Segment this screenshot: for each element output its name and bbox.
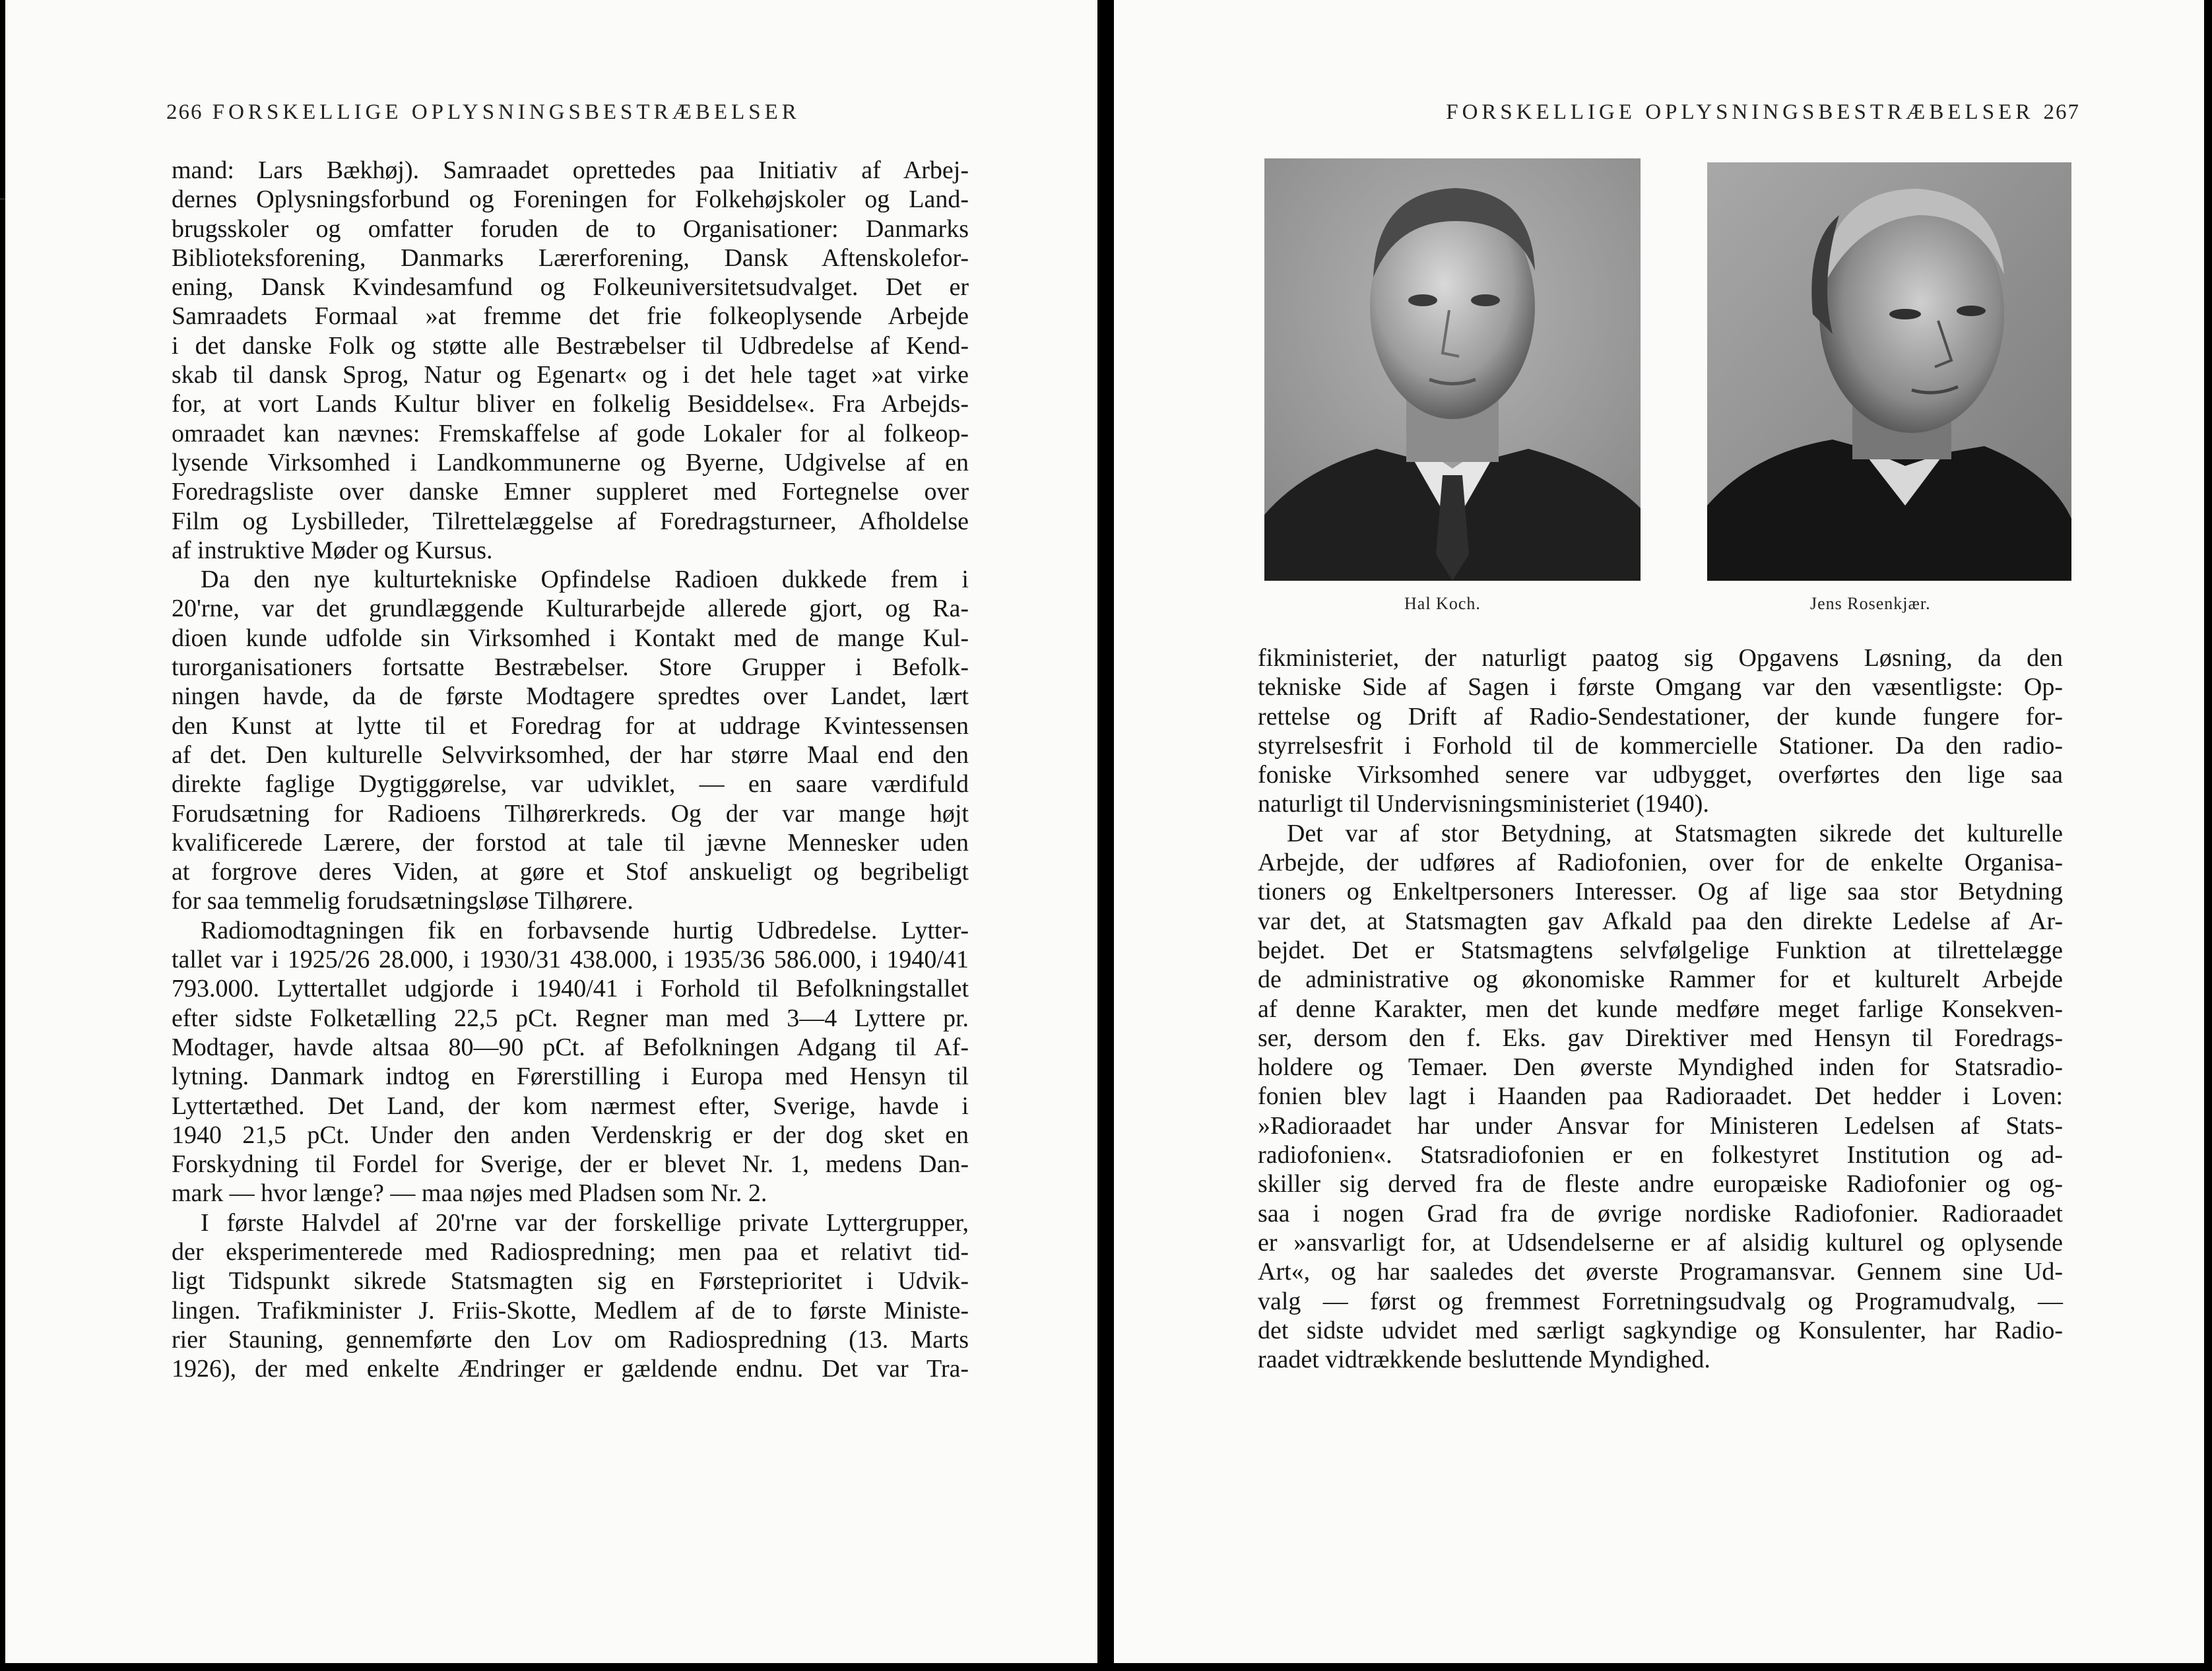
text-line: Modtager, havde altsaa 80—90 pCt. af Befolkningen Adgang til Af- — [172, 1033, 969, 1061]
text-line: af det. Den kulturelle Selvvirksomhed, der har større Maal end den — [172, 740, 969, 769]
text-line: tallet var i 1925/26 28.000, i 1930/31 438.000, i 1935/36 586.000, i 1940/41 — [172, 946, 969, 974]
caption-jens-rosenkjaer: Jens Rosenkjær. — [1810, 594, 1931, 613]
portrait-photo-jens-rosenkjaer — [1707, 162, 2071, 581]
text-line: direkte faglige Dygtiggørelse, var udviklet, — en saare værdifuld — [172, 770, 969, 799]
text-line: tekniske Side af Sagen i første Omgang var den væsentligste: Op- — [1258, 673, 2063, 702]
text-line: raadet vidtrækkende besluttende Myndighed. — [1258, 1346, 1710, 1374]
text-line: ening, Dansk Kvindesamfund og Folkeuniversitetsudvalget. Det er — [172, 273, 969, 302]
text-line: der eksperimenterede med Radiospredning; men paa et relativt tid- — [172, 1237, 969, 1266]
right-running-head: FORSKELLIGE OPLYSNINGSBESTRÆBELSER — [1446, 100, 2034, 124]
text-line: rettelse og Drift af Radio-Sendestationer, der kunde fungere for- — [1258, 702, 2063, 731]
text-line: dioen kunde udfolde sin Virksomhed i Kontakt med de mange Kul- — [172, 624, 969, 652]
text-line: »Radioraadet har under Ansvar for Ministeren Ledelsen af Stats- — [1258, 1111, 2063, 1140]
text-line: Forudsætning for Radioens Tilhørerkreds. Og der var mange højt — [172, 799, 969, 828]
portrait-hal-koch-image — [1264, 158, 1641, 581]
portrait-photo-hal-koch — [1264, 158, 1641, 581]
text-line: holdere og Temaer. Den øverste Myndighed inden for Statsradio- — [1258, 1053, 2063, 1082]
text-line: I første Halvdel af 20'rne var der forskellige private Lyttergrupper, — [201, 1208, 969, 1237]
left-running-head: FORSKELLIGE OPLYSNINGSBESTRÆBELSER — [212, 100, 800, 124]
text-line: saa i nogen Grad fra de øvrige nordiske Radiofonier. Radioraadet — [1258, 1199, 2063, 1228]
text-line: rier Stauning, gennemførte den Lov om Radiospredning (13. Marts — [172, 1325, 969, 1354]
text-line: er »ansvarligt for, at Udsendelserne er af alsidig kulturel og oplysende — [1258, 1228, 2063, 1257]
text-line: 1926), der med enkelte Ændringer er gældende endnu. Det var Tra- — [172, 1355, 969, 1383]
text-line: efter sidste Folketælling 22,5 pCt. Regner man med 3—4 Lyttere pr. — [172, 1004, 969, 1032]
right-page — [1114, 0, 2204, 1663]
text-line: var det, at Statsmagten gav Afkald paa den direkte Ledelse af Ar- — [1258, 907, 2063, 935]
portrait-jens-rosenkjaer-image — [1707, 162, 2071, 581]
text-line: dernes Oplysningsforbund og Foreningen for Folkehøjskoler og Land- — [172, 185, 969, 214]
text-line: mark — hvor længe? — maa nøjes med Pladsen som Nr. 2. — [172, 1179, 767, 1208]
text-line: det sidste udvidet med særligt sagkyndige og Konsulenter, har Radio- — [1258, 1316, 2063, 1344]
text-line: lysende Virksomhed i Landkommunerne og Byerne, Udgivelse af en — [172, 448, 969, 476]
text-line: brugsskoler og omfatter foruden de to Organisationer: Danmarks — [172, 214, 969, 243]
left-page-number: 266 — [166, 100, 203, 124]
text-line: Biblioteksforening, Danmarks Lærerforening, Dansk Aftenskolefor- — [172, 244, 969, 272]
left-page-body — [172, 156, 969, 1383]
text-line: Forskydning til Fordel for Sverige, der er blevet Nr. 1, medens Dan- — [172, 1150, 969, 1179]
text-line: valg — først og fremmest Forretningsudvalg og Programudvalg, — — [1258, 1287, 2063, 1315]
text-line: 1940 21,5 pCt. Under den anden Verdenskrig er der dog sket en — [172, 1121, 969, 1149]
text-line: mand: Lars Bækhøj). Samraadet oprettedes paa Initiativ af Arbej- — [172, 156, 969, 184]
text-line: den Kunst at lytte til et Foredrag for at uddrage Kvintessensen — [172, 711, 969, 740]
text-line: ser, dersom den f. Eks. gav Direktiver med Hensyn til Foredrags- — [1258, 1024, 2063, 1052]
text-line: omraadet kan nævnes: Fremskaffelse af gode Lokaler for al folkeop- — [172, 419, 969, 447]
text-line: lytning. Danmark indtog en Førerstilling i Europa med Hensyn til — [172, 1063, 969, 1091]
text-line: at forgrove deres Viden, at gøre et Stof anskueligt og begribeligt — [172, 858, 969, 886]
text-line: 793.000. Lyttertallet udgjorde i 1940/41 i Forhold til Befolkningstallet — [172, 975, 969, 1003]
text-line: Art«, og har saaledes det øverste Programansvar. Gennem sine Ud- — [1258, 1258, 2063, 1286]
text-line: i det danske Folk og støtte alle Bestræbelser til Udbredelse af Kend- — [172, 331, 969, 360]
text-line: 20'rne, var det grundlæggende Kulturarbejde allerede gjort, og Ra- — [172, 595, 969, 623]
text-line: fonien blev lagt i Haanden paa Radioraadet. Det hedder i Loven: — [1258, 1082, 2063, 1111]
text-line: kvalificerede Lærere, der forstod at tale til jævne Mennesker uden — [172, 828, 969, 857]
text-line: lingen. Trafikminister J. Friis-Skotte, Medlem af de to første Ministe- — [172, 1296, 969, 1325]
text-line: Foredragsliste over danske Emner suppleret med Fortegnelse over — [172, 478, 969, 506]
text-line: de administrative og økonomiske Rammer for et kulturelt Arbejde — [1258, 966, 2063, 994]
text-line: tioners og Enkeltpersoners Interesser. Og af lige saa stor Betydning — [1258, 878, 2063, 906]
text-line: Arbejde, der udføres af Radiofonien, over for de enkelte Organisa- — [1258, 849, 2063, 877]
text-line: for, at vort Lands Kultur bliver en folkelig Besiddelse«. Fra Arbejds- — [172, 390, 969, 418]
text-line: ningen havde, da de første Modtagere spredtes over Landet, lært — [172, 682, 969, 711]
text-line: Film og Lysbilleder, Tilrettelæggelse af Foredragsturneer, Afholdelse — [172, 507, 969, 535]
text-line: turorganisationers fortsatte Bestræbelser. Store Grupper i Befolk- — [172, 653, 969, 682]
caption-hal-koch: Hal Koch. — [1404, 594, 1481, 613]
text-line: for saa temmelig forudsætningsløse Tilhørere. — [172, 887, 634, 915]
text-line: Samraadets Formaal »at fremme det frie folkeoplysende Arbejde — [172, 302, 969, 331]
text-line: naturligt til Undervisningsministeriet (1940). — [1258, 790, 1709, 818]
right-page-header — [1446, 100, 2080, 125]
text-line: bejdet. Det er Statsmagtens selvfølgelige Funktion at tilrettelægge — [1258, 936, 2063, 964]
text-line: radiofonien«. Statsradiofonien er en folkestyret Institution og ad- — [1258, 1141, 2063, 1169]
right-page-body — [1258, 643, 2063, 1374]
text-line: foniske Virksomhed senere var udbygget, overførtes den lige saa — [1258, 761, 2063, 789]
text-line: skab til dansk Sprog, Natur og Egenart« og i det hele taget »at virke — [172, 361, 969, 389]
right-page-number: 267 — [2043, 100, 2080, 124]
left-page-header — [166, 100, 800, 125]
text-line: af instruktive Møder og Kursus. — [172, 536, 493, 564]
text-line: ligt Tidspunkt sikrede Statsmagten sig en Førsteprioritet i Udvik- — [172, 1267, 969, 1295]
text-line: af denne Karakter, men det kunde medføre meget farlige Konsekven- — [1258, 995, 2063, 1023]
text-line: Det var af stor Betydning, at Statsmagten sikrede det kulturelle — [1287, 819, 2063, 847]
left-page — [5, 0, 1097, 1663]
text-line: Lyttertæthed. Det Land, der kom nærmest efter, Sverige, havde i — [172, 1092, 969, 1120]
text-line: fikministeriet, der naturligt paatog sig Opgavens Løsning, da den — [1258, 644, 2063, 672]
text-line: styrrelsesfrit i Forhold til de kommercielle Stationer. Da den radio- — [1258, 731, 2063, 760]
text-line: Radiomodtagningen fik en forbavsende hurtig Udbredelse. Lytter- — [201, 916, 969, 944]
text-line: skiller sig derved fra de fleste andre europæiske Radiofonier og og- — [1258, 1170, 2063, 1198]
text-line: Da den nye kulturtekniske Opfindelse Radioen dukkede frem i — [201, 566, 969, 594]
